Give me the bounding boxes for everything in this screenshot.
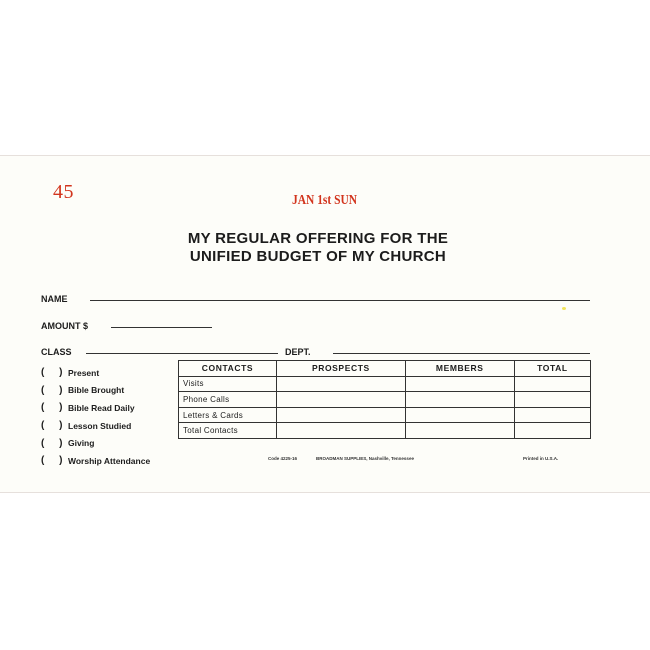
table-row bbox=[179, 407, 591, 423]
table-cell[interactable] bbox=[277, 392, 406, 408]
dept-line[interactable] bbox=[333, 353, 590, 354]
table-row bbox=[179, 423, 591, 439]
dept-label: DEPT. bbox=[285, 347, 311, 357]
checklist-item[interactable] bbox=[41, 452, 150, 470]
table-row bbox=[179, 376, 591, 392]
checkbox-parens[interactable]: ( ) bbox=[41, 437, 69, 449]
row-label: Letters & Cards bbox=[179, 407, 277, 423]
checkbox-parens[interactable]: ( ) bbox=[41, 455, 69, 467]
class-line[interactable] bbox=[86, 353, 278, 354]
printed-in: Printed in U.S.A. bbox=[523, 456, 559, 461]
checkbox-parens[interactable]: ( ) bbox=[41, 384, 69, 396]
row-label: Phone Calls bbox=[179, 392, 277, 408]
checklist-item[interactable] bbox=[41, 364, 150, 382]
header-members: MEMBERS bbox=[405, 361, 514, 377]
checklist-label: Present bbox=[68, 367, 100, 378]
paper-speck bbox=[562, 307, 566, 310]
publisher-credit: BROADMAN SUPPLIES, Nashville, Tennessee bbox=[316, 456, 414, 461]
envelope-number: 45 bbox=[53, 181, 74, 203]
title-line-2: UNIFIED BUDGET OF MY CHURCH bbox=[189, 248, 447, 265]
checkbox-parens[interactable]: ( ) bbox=[41, 367, 69, 379]
checkbox-parens[interactable]: ( ) bbox=[41, 420, 69, 432]
table-cell[interactable] bbox=[277, 407, 406, 423]
table-cell[interactable] bbox=[514, 376, 590, 392]
checklist-label: Bible Read Daily bbox=[68, 402, 135, 413]
table-header-row bbox=[179, 361, 591, 377]
name-label: NAME bbox=[41, 294, 68, 304]
checklist-item[interactable] bbox=[41, 382, 150, 400]
table-row bbox=[179, 392, 591, 408]
name-line[interactable] bbox=[90, 300, 590, 301]
checklist-label: Giving bbox=[68, 438, 95, 449]
header-prospects: PROSPECTS bbox=[277, 361, 406, 377]
checklist-label: Lesson Studied bbox=[68, 420, 132, 431]
header-contacts: CONTACTS bbox=[179, 361, 277, 377]
checklist-item[interactable] bbox=[41, 434, 150, 452]
amount-label: AMOUNT $ bbox=[41, 321, 88, 331]
checklist-label: Worship Attendance bbox=[68, 455, 151, 466]
amount-line[interactable] bbox=[111, 327, 212, 328]
table-cell[interactable] bbox=[277, 376, 406, 392]
date-stamp: JAN 1st SUN bbox=[292, 193, 358, 208]
table-cell[interactable] bbox=[405, 392, 514, 408]
title-line-1: MY REGULAR OFFERING FOR THE bbox=[187, 230, 449, 247]
table-cell[interactable] bbox=[277, 423, 406, 439]
table-cell[interactable] bbox=[514, 423, 590, 439]
checklist-label: Bible Brought bbox=[68, 385, 125, 396]
contacts-table bbox=[178, 360, 591, 439]
checklist-item[interactable] bbox=[41, 417, 150, 435]
row-label: Total Contacts bbox=[179, 423, 277, 439]
header-total: TOTAL bbox=[514, 361, 590, 377]
table-cell[interactable] bbox=[405, 376, 514, 392]
table-cell[interactable] bbox=[405, 407, 514, 423]
table-cell[interactable] bbox=[405, 423, 514, 439]
class-label: CLASS bbox=[41, 347, 72, 357]
table-cell[interactable] bbox=[514, 392, 590, 408]
checkbox-parens[interactable]: ( ) bbox=[41, 402, 69, 414]
row-label: Visits bbox=[179, 376, 277, 392]
form-code: Code 4225-16 bbox=[268, 456, 298, 461]
checklist-item[interactable] bbox=[41, 399, 150, 417]
attendance-checklist bbox=[41, 364, 150, 470]
table-cell[interactable] bbox=[514, 407, 590, 423]
